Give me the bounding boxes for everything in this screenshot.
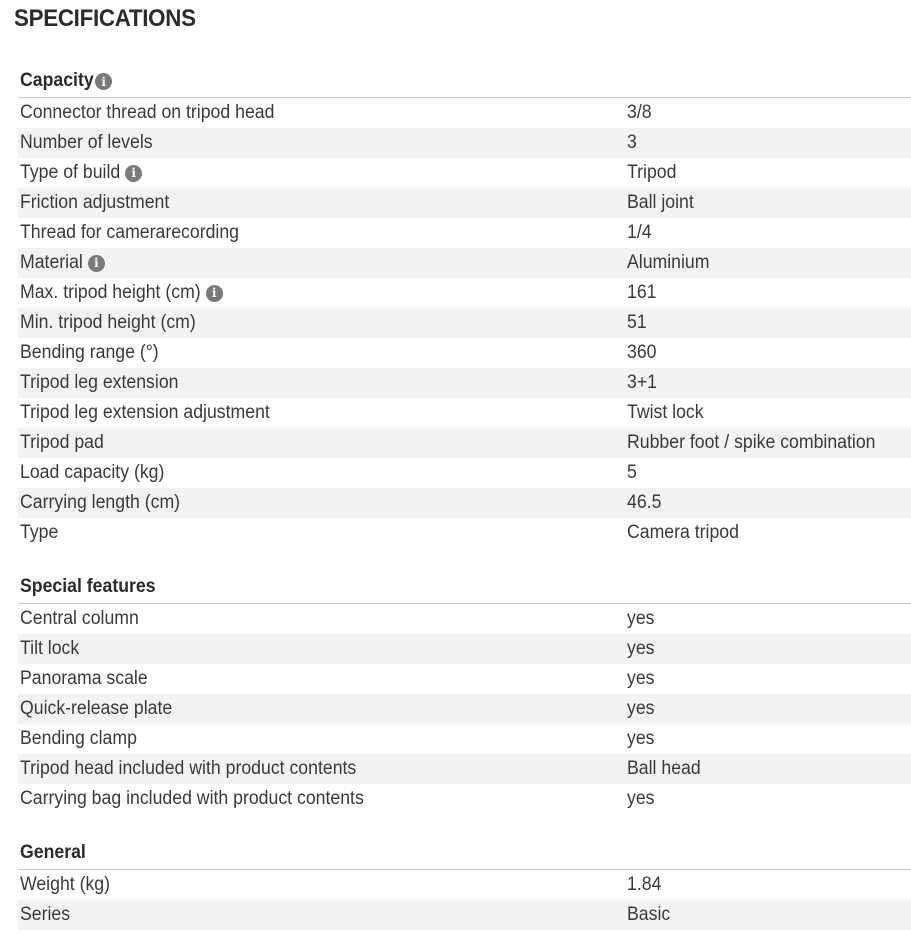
info-icon[interactable]: i	[88, 255, 105, 272]
spec-label: Min. tripod height (cm)	[20, 312, 196, 333]
spec-row	[18, 278, 911, 308]
spec-label-cell	[18, 608, 625, 630]
spec-label: Weight (kg)	[20, 874, 111, 895]
spec-row	[18, 308, 911, 338]
spec-row	[18, 428, 911, 458]
section-title: Special features	[20, 576, 156, 597]
spec-label: Material	[20, 252, 83, 273]
spec-row	[18, 634, 911, 664]
spec-label-cell	[18, 698, 625, 720]
spec-row	[18, 458, 911, 488]
spec-row	[18, 188, 911, 218]
spec-value-cell	[625, 192, 911, 214]
spec-label: Tilt lock	[20, 638, 80, 659]
info-icon[interactable]: i	[95, 73, 112, 90]
spec-value: Camera tripod	[627, 522, 739, 543]
spec-value: Ball joint	[627, 192, 694, 213]
spec-label: Type	[20, 522, 59, 543]
spec-row	[18, 900, 911, 930]
spec-row	[18, 488, 911, 518]
spec-row	[18, 158, 911, 188]
spec-label: Tripod leg extension adjustment	[20, 402, 270, 423]
spec-value-cell	[625, 904, 911, 926]
spec-value-cell	[625, 312, 911, 334]
spec-section-capacity	[18, 66, 911, 548]
spec-value: 1/4	[627, 222, 652, 243]
spec-label-cell	[18, 462, 625, 484]
spec-label-cell	[18, 102, 625, 124]
spec-value-cell	[625, 372, 911, 394]
spec-value: 161	[627, 282, 657, 303]
spec-value: 3	[627, 132, 637, 153]
spec-label: Tripod head included with product contents	[20, 758, 357, 779]
spec-label: Carrying length (cm)	[20, 492, 181, 513]
spec-value-cell	[625, 222, 911, 244]
spec-label-cell	[18, 312, 625, 334]
spec-label: Carrying bag included with product contents	[20, 788, 364, 809]
spec-label-cell	[18, 282, 625, 304]
spec-value: 5	[627, 462, 637, 483]
spec-value: Tripod	[627, 162, 677, 183]
spec-label: Thread for camerarecording	[20, 222, 240, 243]
spec-row	[18, 754, 911, 784]
spec-row	[18, 664, 911, 694]
spec-section-general	[18, 838, 911, 930]
spec-label-cell	[18, 162, 625, 184]
spec-value-cell	[625, 132, 911, 154]
spec-value: 51	[627, 312, 647, 333]
spec-label-cell	[18, 252, 625, 274]
spec-label-cell	[18, 492, 625, 514]
spec-label: Panorama scale	[20, 668, 148, 689]
spec-row	[18, 218, 911, 248]
spec-value-cell	[625, 522, 911, 544]
spec-row	[18, 338, 911, 368]
spec-label-cell	[18, 874, 625, 896]
spec-value: 3+1	[627, 372, 657, 393]
spec-label-cell	[18, 904, 625, 926]
section-header	[18, 838, 911, 870]
spec-value-cell	[625, 668, 911, 690]
spec-label: Connector thread on tripod head	[20, 102, 275, 123]
spec-value-cell	[625, 102, 911, 124]
spec-label-cell	[18, 222, 625, 244]
spec-value: 1.84	[627, 874, 662, 895]
spec-value-cell	[625, 638, 911, 660]
spec-value-cell	[625, 342, 911, 364]
spec-value: yes	[627, 728, 655, 749]
spec-row	[18, 368, 911, 398]
spec-value: yes	[627, 608, 655, 629]
spec-label: Series	[20, 904, 71, 925]
spec-value-cell	[625, 698, 911, 720]
spec-label-cell	[18, 668, 625, 690]
section-header	[18, 66, 911, 98]
spec-value: 360	[627, 342, 657, 363]
spec-label-cell	[18, 342, 625, 364]
spec-value-cell	[625, 432, 911, 454]
spec-value: yes	[627, 668, 655, 689]
spec-row	[18, 604, 911, 634]
spec-value: 46.5	[627, 492, 662, 513]
spec-value-cell	[625, 462, 911, 484]
spec-value: 3/8	[627, 102, 652, 123]
spec-value-cell	[625, 402, 911, 424]
spec-row	[18, 98, 911, 128]
spec-label-cell	[18, 132, 625, 154]
info-icon[interactable]: i	[206, 285, 223, 302]
spec-value-cell	[625, 492, 911, 514]
spec-label-cell	[18, 432, 625, 454]
info-icon[interactable]: i	[125, 165, 142, 182]
spec-label: Friction adjustment	[20, 192, 170, 213]
spec-row	[18, 784, 911, 814]
spec-label: Load capacity (kg)	[20, 462, 165, 483]
spec-label-cell	[18, 758, 625, 780]
spec-value-cell	[625, 252, 911, 274]
spec-label-cell	[18, 638, 625, 660]
spec-value: yes	[627, 698, 655, 719]
spec-row	[18, 724, 911, 754]
spec-value: Twist lock	[627, 402, 704, 423]
spec-label: Quick-release plate	[20, 698, 173, 719]
spec-label: Bending range (°)	[20, 342, 159, 363]
spec-value: yes	[627, 788, 655, 809]
section-title: General	[20, 842, 86, 863]
spec-label-cell	[18, 788, 625, 810]
spec-value-cell	[625, 728, 911, 750]
spec-value: Basic	[627, 904, 671, 925]
spec-label: Type of build	[20, 162, 121, 183]
spec-value: yes	[627, 638, 655, 659]
spec-row	[18, 128, 911, 158]
spec-value: Aluminium	[627, 252, 710, 273]
section-title: Capacity	[20, 70, 94, 91]
spec-label: Number of levels	[20, 132, 153, 153]
page-title: SPECIFICATIONS	[14, 5, 196, 32]
spec-label: Central column	[20, 608, 139, 629]
spec-row	[18, 870, 911, 900]
spec-label: Max. tripod height (cm)	[20, 282, 201, 303]
spec-value-cell	[625, 758, 911, 780]
spec-label-cell	[18, 372, 625, 394]
spec-label-cell	[18, 522, 625, 544]
spec-label-cell	[18, 192, 625, 214]
spec-value: Ball head	[627, 758, 701, 779]
spec-value: Rubber foot / spike combination	[627, 432, 876, 453]
spec-value-cell	[625, 788, 911, 810]
spec-value-cell	[625, 608, 911, 630]
spec-label-cell	[18, 728, 625, 750]
spec-section-special-features	[18, 572, 911, 814]
spec-label: Tripod pad	[20, 432, 104, 453]
section-header	[18, 572, 911, 604]
spec-value-cell	[625, 874, 911, 896]
spec-row	[18, 694, 911, 724]
spec-label-cell	[18, 402, 625, 424]
spec-value-cell	[625, 282, 911, 304]
spec-label: Tripod leg extension	[20, 372, 179, 393]
spec-row	[18, 398, 911, 428]
spec-row	[18, 248, 911, 278]
spec-row	[18, 518, 911, 548]
spec-label: Bending clamp	[20, 728, 137, 749]
spec-value-cell	[625, 162, 911, 184]
